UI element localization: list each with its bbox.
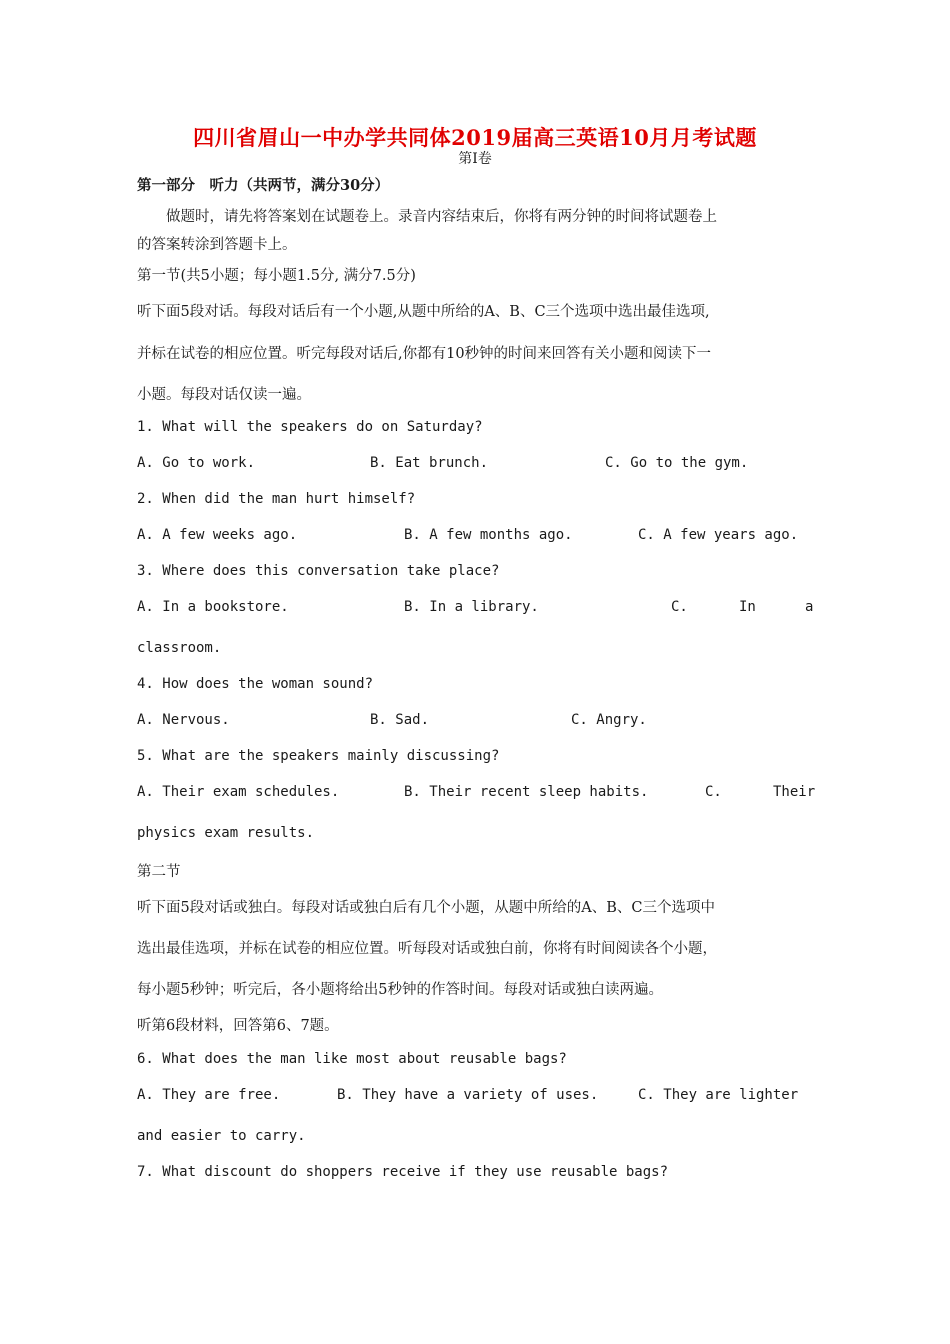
option-b: B. Their recent sleep habits. — [404, 784, 649, 800]
option-c: C. Angry. — [571, 712, 647, 728]
option-a: A. In a bookstore. — [137, 599, 289, 615]
option-c-continuation: and easier to carry. — [137, 1128, 306, 1144]
option-c-word: In — [739, 599, 756, 615]
question-stem: 2. When did the man hurt himself? — [137, 491, 416, 507]
option-a: A. Go to work. — [137, 455, 256, 471]
section2-desc: 每小题5秒钟；听完后，各小题将给出5秒钟的作答时间。每段对话或独白读两遍。 — [137, 982, 663, 998]
option-c: C. They are lighter — [638, 1087, 799, 1103]
option-a: A. They are free. — [137, 1087, 281, 1103]
question-stem: 7. What discount do shoppers receive if they use reusable bags? — [137, 1164, 669, 1180]
question-stem: 6. What does the man like most about reusable bags? — [137, 1051, 567, 1067]
option-b: B. A few months ago. — [404, 527, 573, 543]
section1-desc: 并标在试卷的相应位置。听完每段对话后,你都有10秒钟的时间来回答有关小题和阅读下一 — [137, 346, 712, 362]
option-a: A. A few weeks ago. — [137, 527, 298, 543]
instructions-line: 的答案转涂到答题卡上。 — [137, 237, 297, 253]
section2-desc: 选出最佳选项，并标在试卷的相应位置。听每段对话或独白前，你将有时间阅读各个小题， — [137, 941, 717, 957]
part1-heading: 第一部分 听力（共两节，满分30分） — [137, 177, 390, 194]
instructions-line: 做题时，请先将答案划在试题卷上。录音内容结束后，你将有两分钟的时间将试题卷上 — [137, 209, 717, 225]
option-b: B. Eat brunch. — [370, 455, 489, 471]
option-b: B. In a library. — [404, 599, 539, 615]
section1-desc: 听下面5段对话。每段对话后有一个小题,从题中所给的A、B、C三个选项中选出最佳选项, — [137, 304, 710, 320]
question-stem: 5. What are the speakers mainly discussing? — [137, 748, 500, 764]
volume-label: 第Ⅰ卷 — [458, 151, 492, 167]
option-a: A. Nervous. — [137, 712, 230, 728]
option-c-label: C. — [705, 784, 722, 800]
exam-title: 四川省眉山一中办学共同体2019届高三英语10月月考试题 — [193, 125, 757, 150]
question-stem: 3. Where does this conversation take place? — [137, 563, 500, 579]
material-intro: 听第6段材料，回答第6、7题。 — [137, 1018, 339, 1034]
option-c-word: Their — [773, 784, 816, 800]
question-stem: 1. What will the speakers do on Saturday? — [137, 419, 483, 435]
option-b: B. Sad. — [370, 712, 430, 728]
section1-desc: 小题。每段对话仅读一遍。 — [137, 387, 311, 403]
option-c: C. Go to the gym. — [605, 455, 749, 471]
option-c-word: a — [805, 599, 814, 615]
section2-desc: 听下面5段对话或独白。每段对话或独白后有几个小题，从题中所给的A、B、C三个选项中 — [137, 900, 715, 916]
section1-heading: 第一节(共5小题；每小题1.5分, 满分7.5分) — [137, 268, 416, 284]
question-stem: 4. How does the woman sound? — [137, 676, 374, 692]
option-a: A. Their exam schedules. — [137, 784, 340, 800]
option-c-label: C. — [671, 599, 688, 615]
section2-heading: 第二节 — [137, 864, 181, 880]
option-b: B. They have a variety of uses. — [337, 1087, 599, 1103]
option-c-continuation: physics exam results. — [137, 825, 315, 841]
option-c-continuation: classroom. — [137, 640, 222, 656]
option-c: C. A few years ago. — [638, 527, 799, 543]
